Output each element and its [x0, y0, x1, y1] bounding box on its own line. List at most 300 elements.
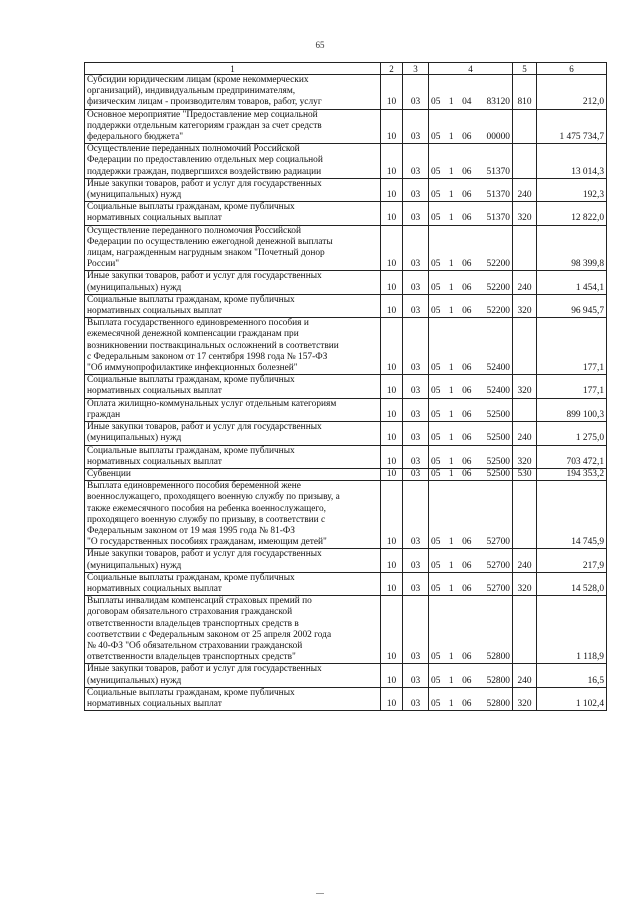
- amount: 212,0: [537, 75, 607, 110]
- expense-type-code: [513, 481, 537, 549]
- row-name: [85, 109, 381, 144]
- target-article-part: 05: [431, 698, 441, 709]
- amount: 14 745,9: [537, 481, 607, 549]
- amount: 16,5: [537, 664, 607, 687]
- table-row: [85, 664, 607, 687]
- row-name-line: граждан: [87, 409, 121, 420]
- amount: 217,9: [537, 549, 607, 572]
- expense-type-code: 320: [513, 445, 537, 468]
- amount: 194 353,2: [537, 468, 607, 480]
- table-row: [85, 481, 607, 549]
- row-name-line: федерального бюджета": [87, 132, 184, 143]
- target-article-parts: [431, 167, 510, 178]
- section-code: 10: [381, 375, 403, 398]
- expense-type-code: [513, 318, 537, 375]
- budget-table: [84, 62, 607, 711]
- target-article-part: 05: [431, 259, 441, 270]
- target-article-parts: [431, 306, 510, 317]
- target-article-part: 05: [431, 468, 441, 479]
- table-row: [85, 687, 607, 710]
- table-row: [85, 109, 607, 144]
- amount: 177,1: [537, 318, 607, 375]
- row-name-line: Основное мероприятие "Предоставление мер социальной: [87, 109, 318, 120]
- table-row: [85, 294, 607, 317]
- target-article-part: 51370: [486, 166, 510, 177]
- subsection-code: 03: [403, 468, 429, 480]
- row-name-line: Социальные выплаты гражданам, кроме публичных: [87, 294, 295, 305]
- target-article-code: [429, 178, 513, 201]
- section-code: 10: [381, 572, 403, 595]
- target-article-parts: [431, 259, 510, 270]
- target-article-part: 1: [448, 386, 454, 397]
- section-code: 10: [381, 202, 403, 225]
- target-article-part: 06: [462, 166, 472, 177]
- table-row: [85, 549, 607, 572]
- row-name: [85, 596, 381, 664]
- expense-type-code: [513, 144, 537, 179]
- target-article-parts: [431, 433, 510, 444]
- target-article-code: [429, 75, 513, 110]
- expense-type-code: 530: [513, 468, 537, 480]
- row-name-line: нормативных социальных выплат: [87, 698, 222, 709]
- row-name: [85, 687, 381, 710]
- target-article-code: [429, 549, 513, 572]
- subsection-code: 03: [403, 75, 429, 110]
- page-number: 65: [315, 40, 325, 50]
- target-article-part: 05: [431, 386, 441, 397]
- target-article-part: 05: [431, 97, 441, 108]
- section-code: 10: [381, 178, 403, 201]
- amount: 1 475 734,7: [537, 109, 607, 144]
- row-name-line: Федерации по предоставлению отдельных мер социальной: [87, 155, 323, 166]
- target-article-part: 06: [462, 282, 472, 293]
- subsection-code: 03: [403, 572, 429, 595]
- expense-type-code: 240: [513, 271, 537, 294]
- target-article-part: 06: [462, 363, 472, 374]
- target-article-part: 1: [448, 675, 454, 686]
- subsection-code: 03: [403, 664, 429, 687]
- target-article-parts: [431, 97, 510, 108]
- column-header: 1: [85, 63, 381, 75]
- target-article-part: 1: [448, 468, 454, 479]
- row-name-line: лицам, награжденным нагрудным знаком "Почетный донор: [87, 248, 325, 259]
- row-name-line: Осуществление переданного полномочия Российской: [87, 225, 301, 236]
- section-code: 10: [381, 664, 403, 687]
- target-article-parts: [431, 676, 510, 687]
- row-name-line: Осуществление переданных полномочий Российской: [87, 144, 300, 155]
- target-article-part: 06: [462, 560, 472, 571]
- target-article-part: 1: [448, 97, 454, 108]
- subsection-code: 03: [403, 481, 429, 549]
- subsection-code: 03: [403, 202, 429, 225]
- row-name-line: "О государственных пособиях гражданам, имеющим детей": [87, 537, 327, 548]
- subsection-code: 03: [403, 422, 429, 445]
- amount: 899 100,3: [537, 398, 607, 421]
- row-name-line: (муниципальных) нужд: [87, 560, 182, 571]
- row-name-line: ответственности владельцев транспортных средств": [87, 652, 296, 663]
- row-name: [85, 468, 381, 480]
- target-article-part: 1: [448, 306, 454, 317]
- target-article-code: [429, 294, 513, 317]
- target-article-code: [429, 375, 513, 398]
- target-article-part: 05: [431, 213, 441, 224]
- amount: 703 472,1: [537, 445, 607, 468]
- row-name-line: соответствии с Федеральным законом от 25 апреля 2002 года: [87, 629, 332, 640]
- table-body: [85, 75, 607, 711]
- target-article-part: 1: [448, 363, 454, 374]
- target-article-part: 06: [462, 306, 472, 317]
- table-row: [85, 178, 607, 201]
- column-header: 3: [403, 63, 429, 75]
- row-name: [85, 294, 381, 317]
- target-article-part: 05: [431, 306, 441, 317]
- section-code: 10: [381, 422, 403, 445]
- target-article-code: [429, 225, 513, 271]
- target-article-part: 52800: [486, 675, 510, 686]
- section-code: 10: [381, 109, 403, 144]
- row-name-line: Иные закупки товаров, работ и услуг для государственных: [87, 549, 322, 560]
- row-name-line: Субвенции: [87, 468, 131, 479]
- row-name-line: Субсидии юридическим лицам (кроме некоммерческих: [87, 75, 309, 85]
- target-article-part: 06: [462, 213, 472, 224]
- target-article-part: 05: [431, 537, 441, 548]
- expense-type-code: 320: [513, 202, 537, 225]
- column-header: 6: [537, 63, 607, 75]
- amount: 1 275,0: [537, 422, 607, 445]
- row-name-line: нормативных социальных выплат: [87, 306, 222, 317]
- target-article-part: 1: [448, 213, 454, 224]
- row-name-line: проходящего военную службу по призыву, в соответствии с: [87, 514, 326, 525]
- subsection-code: 03: [403, 225, 429, 271]
- target-article-part: 52700: [486, 560, 510, 571]
- target-article-part: 06: [462, 652, 472, 663]
- table-row: [85, 422, 607, 445]
- target-article-code: [429, 422, 513, 445]
- target-article-code: [429, 572, 513, 595]
- target-article-part: 52200: [486, 306, 510, 317]
- target-article-parts: [431, 132, 510, 143]
- expense-type-code: 240: [513, 664, 537, 687]
- target-article-part: 05: [431, 166, 441, 177]
- target-article-part: 52800: [486, 652, 510, 663]
- target-article-part: 52200: [486, 259, 510, 270]
- target-article-part: 1: [448, 698, 454, 709]
- target-article-part: 1: [448, 583, 454, 594]
- table-row: [85, 445, 607, 468]
- target-article-part: 06: [462, 132, 472, 143]
- target-article-part: 1: [448, 282, 454, 293]
- target-article-code: [429, 318, 513, 375]
- row-name: [85, 225, 381, 271]
- target-article-parts: [431, 363, 510, 374]
- target-article-part: 05: [431, 675, 441, 686]
- row-name-line: нормативных социальных выплат: [87, 456, 222, 467]
- target-article-part: 06: [462, 537, 472, 548]
- row-name-line: Федерации по осуществлению ежегодной денежной выплаты: [87, 236, 333, 247]
- expense-type-code: 320: [513, 294, 537, 317]
- expense-type-code: 320: [513, 572, 537, 595]
- target-article-part: 52500: [486, 456, 510, 467]
- target-article-part: 05: [431, 652, 441, 663]
- target-article-parts: [431, 537, 510, 548]
- target-article-part: 05: [431, 132, 441, 143]
- target-article-code: [429, 481, 513, 549]
- target-article-part: 06: [462, 583, 472, 594]
- row-name: [85, 481, 381, 549]
- row-name-line: Федеральным законом от 19 мая 1995 года № 81-ФЗ: [87, 525, 295, 536]
- target-article-parts: [431, 584, 510, 595]
- target-article-part: 51370: [486, 190, 510, 201]
- subsection-code: 03: [403, 178, 429, 201]
- row-name-line: Выплата единовременного пособия беременной жене: [87, 481, 301, 492]
- target-article-part: 1: [448, 433, 454, 444]
- row-name: [85, 75, 381, 110]
- row-name-line: договорам обязательного страхования гражданской: [87, 607, 293, 618]
- footer-mark: [316, 893, 324, 894]
- amount: 98 399,8: [537, 225, 607, 271]
- amount: 96 945,7: [537, 294, 607, 317]
- target-article-part: 52200: [486, 282, 510, 293]
- subsection-code: 03: [403, 144, 429, 179]
- target-article-parts: [431, 213, 510, 224]
- target-article-parts: [431, 469, 510, 480]
- target-article-part: 1: [448, 190, 454, 201]
- row-name-line: России": [87, 259, 120, 270]
- row-name-line: (муниципальных) нужд: [87, 190, 182, 201]
- table-row: [85, 318, 607, 375]
- amount: 13 014,3: [537, 144, 607, 179]
- target-article-part: 52500: [486, 468, 510, 479]
- target-article-part: 05: [431, 190, 441, 201]
- target-article-part: 05: [431, 560, 441, 571]
- section-code: 10: [381, 294, 403, 317]
- target-article-parts: [431, 190, 510, 201]
- row-name-line: Оплата жилищно-коммунальных услуг отдельным категориям: [87, 398, 337, 409]
- row-name: [85, 549, 381, 572]
- row-name-line: военнослужащего, проходящего военную службу по призыву, а: [87, 492, 340, 503]
- row-name: [85, 664, 381, 687]
- row-name-line: ежемесячной денежной компенсации гражданам при: [87, 329, 299, 340]
- target-article-parts: [431, 386, 510, 397]
- row-name-line: возникновении поствакцинальных осложнений в соответствии: [87, 340, 339, 351]
- section-code: 10: [381, 225, 403, 271]
- section-code: 10: [381, 75, 403, 110]
- target-article-part: 05: [431, 363, 441, 374]
- amount: 12 822,0: [537, 202, 607, 225]
- row-name-line: (муниципальных) нужд: [87, 433, 182, 444]
- subsection-code: 03: [403, 271, 429, 294]
- row-name: [85, 422, 381, 445]
- target-article-part: 1: [448, 456, 454, 467]
- target-article-parts: [431, 457, 510, 468]
- target-article-parts: [431, 652, 510, 663]
- target-article-parts: [431, 561, 510, 572]
- table-row: [85, 271, 607, 294]
- row-name-line: нормативных социальных выплат: [87, 583, 222, 594]
- section-code: 10: [381, 687, 403, 710]
- target-article-part: 1: [448, 560, 454, 571]
- row-name-line: Социальные выплаты гражданам, кроме публичных: [87, 445, 295, 456]
- subsection-code: 03: [403, 375, 429, 398]
- target-article-part: 52700: [486, 537, 510, 548]
- target-article-part: 1: [448, 652, 454, 663]
- table-header-row: [85, 63, 607, 75]
- table-row: [85, 225, 607, 271]
- row-name: [85, 178, 381, 201]
- section-code: 10: [381, 596, 403, 664]
- row-name-line: Иные закупки товаров, работ и услуг для государственных: [87, 178, 322, 189]
- target-article-parts: [431, 410, 510, 421]
- expense-type-code: 320: [513, 375, 537, 398]
- target-article-part: 52400: [486, 386, 510, 397]
- target-article-parts: [431, 283, 510, 294]
- target-article-part: 06: [462, 468, 472, 479]
- target-article-part: 04: [462, 97, 472, 108]
- target-article-part: 1: [448, 132, 454, 143]
- target-article-part: 06: [462, 433, 472, 444]
- amount: 1 102,4: [537, 687, 607, 710]
- section-code: 10: [381, 445, 403, 468]
- target-article-part: 1: [448, 259, 454, 270]
- row-name: [85, 398, 381, 421]
- row-name-line: поддержки граждан, подвергшихся воздействию радиации: [87, 166, 322, 177]
- target-article-part: 52800: [486, 698, 510, 709]
- target-article-code: [429, 144, 513, 179]
- column-header: 2: [381, 63, 403, 75]
- target-article-part: 06: [462, 259, 472, 270]
- table-row: [85, 596, 607, 664]
- expense-type-code: [513, 596, 537, 664]
- row-name: [85, 445, 381, 468]
- table-row: [85, 375, 607, 398]
- expense-type-code: 240: [513, 178, 537, 201]
- subsection-code: 03: [403, 318, 429, 375]
- subsection-code: 03: [403, 549, 429, 572]
- row-name-line: нормативных социальных выплат: [87, 386, 222, 397]
- target-article-part: 06: [462, 675, 472, 686]
- target-article-part: 05: [431, 282, 441, 293]
- amount: 192,3: [537, 178, 607, 201]
- row-name-line: физическим лицам - производителям товаров, работ, услуг: [87, 97, 322, 108]
- table-row: [85, 202, 607, 225]
- row-name: [85, 318, 381, 375]
- row-name-line: (муниципальных) нужд: [87, 675, 182, 686]
- expense-type-code: [513, 109, 537, 144]
- target-article-part: 00000: [486, 132, 510, 143]
- expense-type-code: [513, 398, 537, 421]
- section-code: 10: [381, 549, 403, 572]
- subsection-code: 03: [403, 596, 429, 664]
- row-name-line: нормативных социальных выплат: [87, 213, 222, 224]
- expense-type-code: [513, 225, 537, 271]
- target-article-code: [429, 687, 513, 710]
- section-code: 10: [381, 144, 403, 179]
- target-article-code: [429, 109, 513, 144]
- target-article-code: [429, 202, 513, 225]
- row-name-line: Иные закупки товаров, работ и услуг для государственных: [87, 422, 322, 433]
- row-name: [85, 202, 381, 225]
- table-row: [85, 468, 607, 480]
- row-name-line: Социальные выплаты гражданам, кроме публичных: [87, 202, 295, 213]
- target-article-part: 52400: [486, 363, 510, 374]
- target-article-part: 1: [448, 537, 454, 548]
- target-article-part: 05: [431, 433, 441, 444]
- section-code: 10: [381, 318, 403, 375]
- row-name-line: ответственности владельцев транспортных средств в: [87, 618, 299, 629]
- subsection-code: 03: [403, 687, 429, 710]
- table-row: [85, 75, 607, 110]
- row-name: [85, 375, 381, 398]
- row-name: [85, 271, 381, 294]
- expense-type-code: 320: [513, 687, 537, 710]
- row-name-line: также ежемесячного пособия на ребенка военнослужащего,: [87, 503, 327, 514]
- row-name-line: Социальные выплаты гражданам, кроме публичных: [87, 572, 295, 583]
- target-article-part: 1: [448, 166, 454, 177]
- row-name: [85, 144, 381, 179]
- target-article-parts: [431, 699, 510, 710]
- target-article-code: [429, 271, 513, 294]
- row-name-line: № 40-ФЗ "Об обязательном страховании гражданской: [87, 640, 303, 651]
- target-article-part: 52500: [486, 433, 510, 444]
- target-article-part: 05: [431, 456, 441, 467]
- row-name-line: Социальные выплаты гражданам, кроме публичных: [87, 687, 295, 698]
- subsection-code: 03: [403, 294, 429, 317]
- row-name-line: организаций), индивидуальным предпринимателям,: [87, 86, 296, 97]
- target-article-part: 51370: [486, 213, 510, 224]
- target-article-code: [429, 468, 513, 480]
- target-article-part: 06: [462, 698, 472, 709]
- target-article-part: 83120: [486, 97, 510, 108]
- section-code: 10: [381, 468, 403, 480]
- subsection-code: 03: [403, 398, 429, 421]
- table-row: [85, 398, 607, 421]
- target-article-code: [429, 445, 513, 468]
- row-name-line: Социальные выплаты гражданам, кроме публичных: [87, 375, 295, 386]
- row-name-line: с Федеральным законом от 17 сентября 1998 года № 157-ФЗ: [87, 351, 328, 362]
- column-header: 5: [513, 63, 537, 75]
- row-name: [85, 572, 381, 595]
- subsection-code: 03: [403, 445, 429, 468]
- target-article-part: 05: [431, 409, 441, 420]
- target-article-code: [429, 664, 513, 687]
- target-article-code: [429, 398, 513, 421]
- target-article-part: 1: [448, 409, 454, 420]
- section-code: 10: [381, 398, 403, 421]
- amount: 14 528,0: [537, 572, 607, 595]
- target-article-part: 06: [462, 409, 472, 420]
- row-name-line: Иные закупки товаров, работ и услуг для государственных: [87, 271, 322, 282]
- column-header: 4: [429, 63, 513, 75]
- target-article-part: 05: [431, 583, 441, 594]
- table-row: [85, 144, 607, 179]
- row-name-line: Выплаты инвалидам компенсаций страховых премий по: [87, 596, 312, 607]
- target-article-part: 06: [462, 386, 472, 397]
- row-name-line: "Об иммунопрофилактике инфекционных болезней": [87, 363, 298, 374]
- target-article-part: 52700: [486, 583, 510, 594]
- target-article-code: [429, 596, 513, 664]
- target-article-part: 52500: [486, 409, 510, 420]
- expense-type-code: 810: [513, 75, 537, 110]
- expense-type-code: 240: [513, 549, 537, 572]
- amount: 1 118,9: [537, 596, 607, 664]
- expense-type-code: 240: [513, 422, 537, 445]
- row-name-line: (муниципальных) нужд: [87, 282, 182, 293]
- section-code: 10: [381, 271, 403, 294]
- row-name-line: поддержки отдельным категориям граждан за счет средств: [87, 120, 322, 131]
- amount: 177,1: [537, 375, 607, 398]
- row-name-line: Иные закупки товаров, работ и услуг для государственных: [87, 664, 322, 675]
- table-row: [85, 572, 607, 595]
